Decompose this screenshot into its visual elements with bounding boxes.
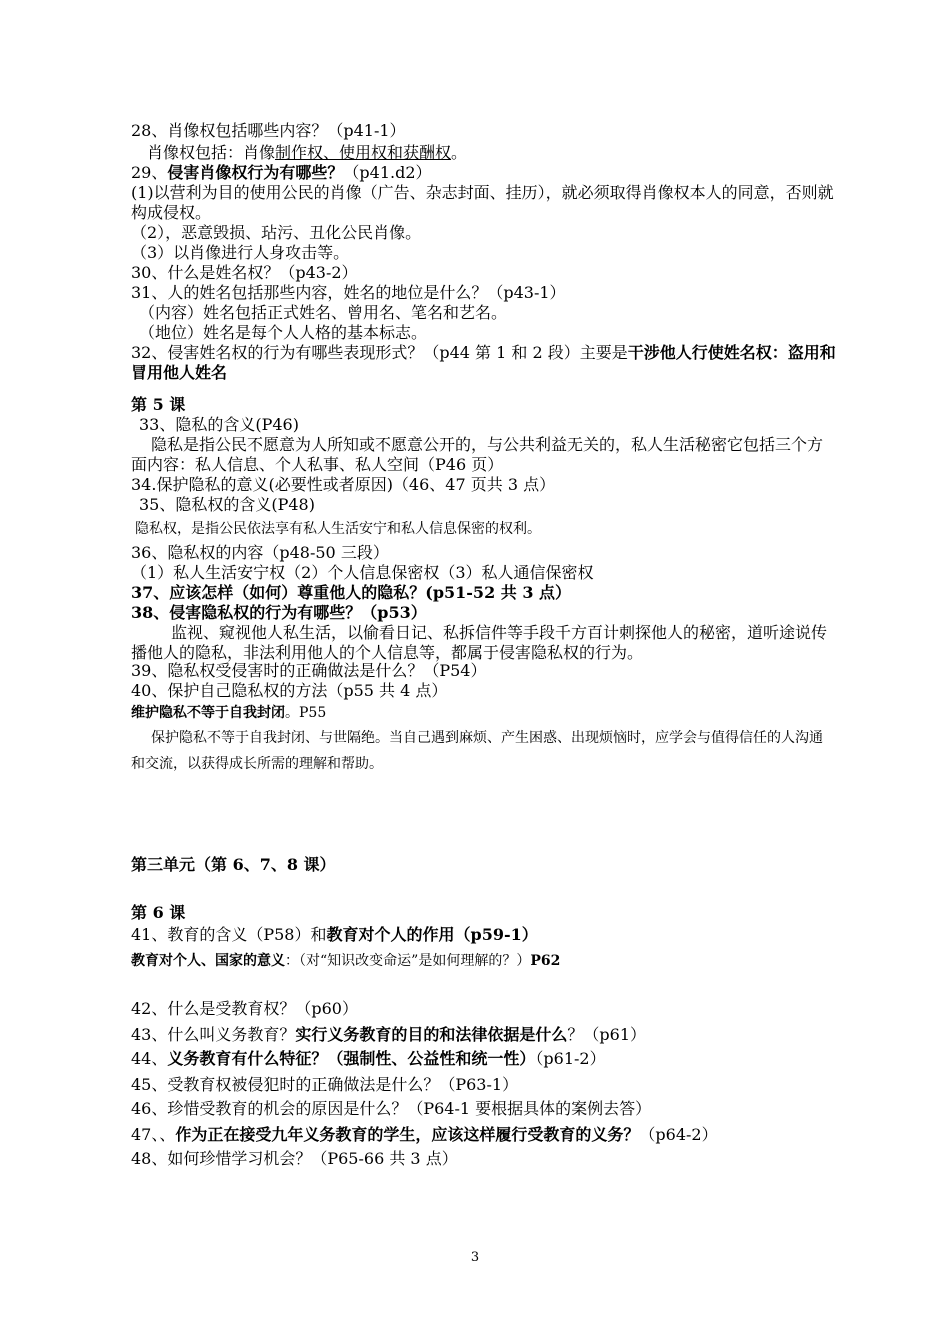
bold-text: 作为正在接受九年义务教育的学生，应该这样履行受教育的义务？ bbox=[175, 1125, 640, 1144]
line-40: 40、保护自己隐私权的方法（p55 共 4 点） bbox=[131, 681, 448, 700]
line-29-1: (1)以营利为目的使用公民的肖像（广告、杂志封面、挂历），就必须取得肖像权本人的同意，否则就构成侵权。 bbox=[131, 183, 834, 222]
text: 。P55 bbox=[285, 705, 327, 721]
line-37: 37、应该怎样（如何）尊重他人的隐私？(p51-52 共 3 点） bbox=[131, 583, 572, 602]
line-47 bbox=[131, 1125, 718, 1145]
page-number: 3 bbox=[470, 1250, 480, 1265]
line-48: 48、如何珍惜学习机会？（P65-66 共 3 点） bbox=[131, 1149, 458, 1168]
line-36: 36、隐私权的内容（p48-50 三段） bbox=[131, 543, 389, 562]
bold-text: 教育对个人的作用（p59-1） bbox=[326, 925, 538, 944]
text: （p61-2） bbox=[535, 1049, 606, 1068]
bold-text: 实行义务教育的目的和法律依据是什么 bbox=[295, 1025, 568, 1044]
line-28: 28、肖像权包括哪些内容？（p41-1） bbox=[131, 121, 406, 140]
line-31-content: （内容）姓名包括正式姓名、曾用名、笔名和艺名。 bbox=[139, 303, 508, 322]
line-education-significance bbox=[131, 951, 560, 971]
line-39: 39、隐私权受侵害时的正确做法是什么？（P54） bbox=[131, 661, 487, 680]
underlined-text: 制作权、使用权和获酬权 bbox=[275, 143, 452, 162]
line-29-3: （3）以肖像进行人身攻击等。 bbox=[131, 243, 350, 262]
text: ？（p61） bbox=[567, 1025, 646, 1044]
line-35: 35、隐私权的含义(P48) bbox=[139, 495, 315, 514]
lesson-5-heading: 第 5 课 bbox=[131, 395, 186, 414]
bold-text: 干涉他人行使姓名权：盗用和冒用他人姓名 bbox=[131, 343, 836, 382]
line-30: 30、什么是姓名权？（p43-2） bbox=[131, 263, 358, 282]
line-43 bbox=[131, 1025, 646, 1045]
line-38-answer: 监视、窥视他人私生活，以偷看日记、私拆信件等手段千方百计刺探他人的秘密，道听途说传播他人的隐私，非法利用他人的个人信息等，都属于侵害隐私权的行为。 bbox=[131, 623, 828, 662]
line-44 bbox=[131, 1049, 606, 1069]
text: （p64-2） bbox=[639, 1125, 718, 1144]
bold-text: 教育对个人、国家的意义 bbox=[131, 953, 285, 969]
line-29 bbox=[131, 163, 432, 183]
line-38: 38、侵害隐私权的行为有哪些？（p53） bbox=[131, 603, 427, 622]
line-31: 31、人的姓名包括那些内容，姓名的地位是什么？（p43-1） bbox=[131, 283, 566, 302]
text: 29、 bbox=[131, 163, 168, 182]
line-36-answer: （1）私人生活安宁权（2）个人信息保密权（3）私人通信保密权 bbox=[131, 563, 594, 582]
text: 肖像权包括：肖像 bbox=[131, 143, 276, 162]
text: （p41.d2） bbox=[343, 163, 432, 182]
text: 44、 bbox=[131, 1049, 168, 1068]
line-privacy-not-closing-answer: 保护隐私不等于自我封闭、与世隔绝。当自己遇到麻烦、产生困惑、出现烦恼时，应学会与值得信任的人沟通和交流，以获得成长所需的理解和帮助。 bbox=[131, 730, 823, 772]
line-31-status: （地位）姓名是每个人人格的基本标志。 bbox=[139, 323, 428, 342]
text: ：（对“知识改变命运”是如何理解的？） bbox=[285, 953, 531, 969]
text: 。 bbox=[451, 143, 468, 162]
line-42: 42、什么是受教育权？（p60） bbox=[131, 999, 358, 1018]
text: 32、侵害姓名权的行为有哪些表现形式？（p44 第 1 和 2 段）主要是 bbox=[131, 343, 628, 362]
bold-text: 维护隐私不等于自我封闭 bbox=[131, 705, 285, 721]
line-28-answer bbox=[131, 143, 467, 163]
lesson-6-heading: 第 6 课 bbox=[131, 903, 186, 922]
line-33-answer: 隐私是指公民不愿意为人所知或不愿意公开的，与公共利益无关的，私人生活秘密它包括三个方面内容：私人信息、个人私事、私人空间（P46 页） bbox=[131, 435, 824, 474]
text: 43、什么叫义务教育？ bbox=[131, 1025, 296, 1044]
line-33: 33、隐私的含义(P46) bbox=[139, 415, 299, 434]
unit-3-heading: 第三单元（第 6、7、8 课） bbox=[131, 855, 336, 874]
bold-text: 义务教育有什么特征？（强制性、公益性和统一性） bbox=[167, 1049, 536, 1068]
line-35-answer: 隐私权，是指公民依法享有私人生活安宁和私人信息保密的权利。 bbox=[135, 521, 541, 537]
bold-text: 侵害肖像权行为有哪些？ bbox=[167, 163, 344, 182]
line-46: 46、珍惜受教育的机会的原因是什么？（P64-1 要根据具体的案例去答） bbox=[131, 1099, 652, 1118]
line-34: 34.保护隐私的意义(必要性或者原因)（46、47 页共 3 点） bbox=[131, 475, 556, 494]
line-privacy-not-closing bbox=[131, 703, 326, 723]
line-32 bbox=[131, 343, 836, 383]
line-41 bbox=[131, 925, 538, 945]
text: 41、教育的含义（P58）和 bbox=[131, 925, 327, 944]
line-45: 45、受教育权被侵犯时的正确做法是什么？（P63-1） bbox=[131, 1075, 519, 1094]
line-29-2: （2），恶意毁损、玷污、丑化公民肖像。 bbox=[131, 223, 422, 242]
text: 47、、 bbox=[131, 1125, 176, 1144]
bold-text: P62 bbox=[530, 953, 561, 969]
